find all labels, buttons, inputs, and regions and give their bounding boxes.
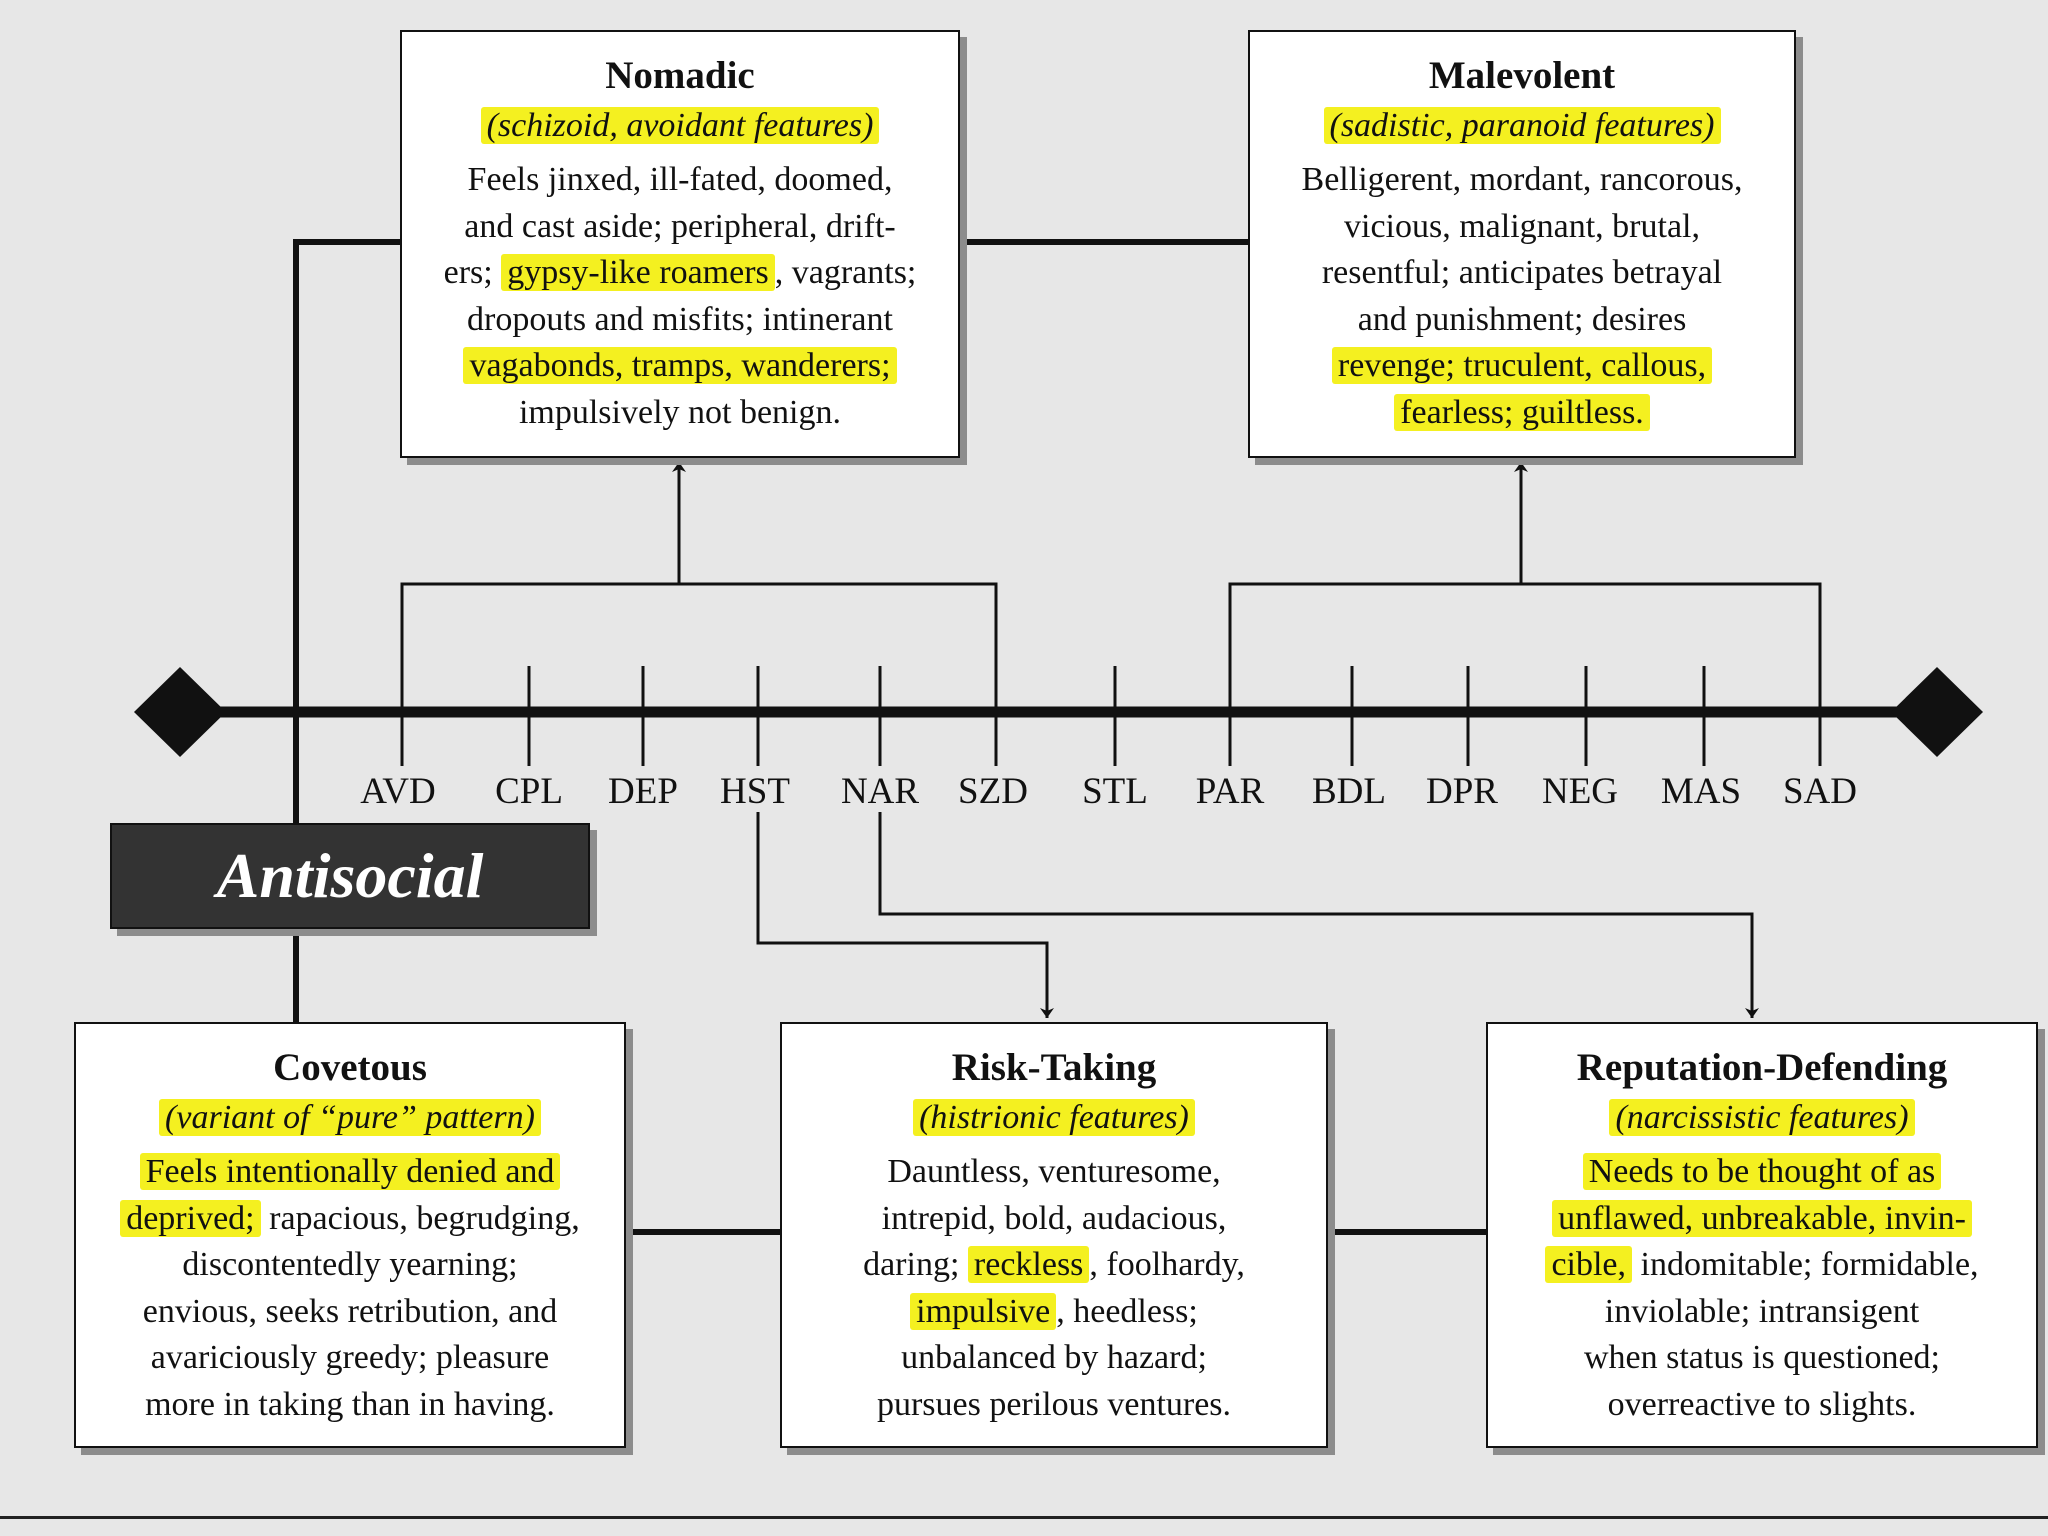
risk-taking-title: Risk-Taking — [951, 1046, 1157, 1089]
nomadic-title: Nomadic — [605, 54, 755, 97]
axis-right-diamond — [1891, 667, 1983, 757]
spectrum-label-nar: NAR — [840, 771, 920, 812]
malevolent-description — [1250, 157, 1794, 436]
description-line: and cast aside; peripheral, drift- — [464, 207, 896, 245]
description-line: overreactive to slights. — [1607, 1385, 1917, 1423]
malevolent-box — [1248, 30, 1796, 458]
covetous-description — [76, 1149, 624, 1428]
bottom-rule — [0, 1516, 2048, 1519]
spectrum-label-dpr: DPR — [1426, 771, 1498, 812]
nomadic-description — [402, 157, 958, 436]
description-line: cible, indomitable; formidable, — [1488, 1242, 2036, 1289]
description-line: Belligerent, mordant, rancorous, — [1301, 161, 1743, 198]
description-line — [1250, 343, 1794, 390]
highlighted-phrase: impulsive — [910, 1293, 1056, 1330]
reputation-defending-box — [1486, 1022, 2038, 1448]
highlighted-phrase: revenge; truculent, callous, — [1332, 347, 1712, 384]
description-line: Dauntless, venturesome, — [887, 1153, 1221, 1190]
description-line: more in taking than in having. — [145, 1385, 555, 1423]
description-line: and punishment; desires — [1357, 300, 1687, 338]
description-line: vicious, malignant, brutal, — [1344, 207, 1700, 245]
description-line: Feels jinxed, ill-fated, doomed, — [467, 161, 893, 198]
description-line: when status is questioned; — [1583, 1339, 1941, 1376]
malevolent-bracket — [1230, 462, 1820, 766]
highlighted-phrase: deprived; — [120, 1200, 260, 1237]
spectrum-label-mas: MAS — [1660, 771, 1742, 812]
description-line: impulsive , heedless; — [782, 1289, 1326, 1336]
risk-taking-box — [780, 1022, 1328, 1448]
highlighted-phrase: reckless — [968, 1246, 1090, 1283]
highlighted-phrase: vagabonds, tramps, wanderers; — [463, 347, 896, 384]
description-line: deprived; rapacious, begrudging, — [76, 1196, 624, 1243]
description-line: impulsively not benign. — [518, 393, 842, 431]
spectrum-label-dep: DEP — [608, 771, 678, 812]
highlighted-phrase: gypsy-like roamers — [501, 254, 775, 291]
description-line — [402, 343, 958, 390]
covetous-box — [74, 1022, 626, 1448]
description-line — [1488, 1149, 2036, 1196]
description-line: envious, seeks retribution, and — [142, 1292, 558, 1330]
spectrum-label-par: PAR — [1195, 771, 1265, 812]
description-line — [76, 1149, 624, 1196]
nomadic-bracket — [402, 462, 996, 766]
highlighted-phrase: Feels intentionally denied and — [140, 1153, 561, 1190]
description-line: daring; reckless , foolhardy, — [863, 1246, 1245, 1283]
description-line — [1250, 390, 1794, 437]
description-line: ers; gypsy-like roamers , vagrants; — [443, 254, 917, 291]
spectrum-label-bdl: BDL — [1312, 771, 1386, 812]
malevolent-subtitle: (sadistic, paranoid features) — [1324, 107, 1721, 144]
highlighted-phrase: unflawed, unbreakable, invin- — [1552, 1200, 1972, 1237]
description-line: discontentedly yearning; — [182, 1246, 518, 1283]
nomadic-box — [400, 30, 960, 458]
description-line — [1488, 1196, 2036, 1243]
covetous-subtitle: (variant of “pure” pattern) — [159, 1099, 541, 1136]
risk-taking-description — [782, 1149, 1326, 1428]
description-line: dropouts and misfits; intinerant — [467, 300, 893, 338]
spectrum-label-avd: AVD — [360, 771, 436, 812]
description-line: pursues perilous ventures. — [876, 1385, 1232, 1423]
risk-taking-subtitle: (histrionic features) — [913, 1099, 1195, 1136]
reputation-defending-subtitle: (narcissistic features) — [1609, 1099, 1914, 1136]
spectrum-label-hst: HST — [720, 771, 790, 812]
description-line: resentful; anticipates betrayal — [1321, 254, 1723, 291]
nomadic-subtitle: (schizoid, avoidant features) — [481, 107, 880, 144]
description-line: avariciously greedy; pleasure — [150, 1339, 550, 1376]
spectrum-label-cpl: CPL — [495, 771, 563, 812]
highlighted-phrase: fearless; guiltless. — [1394, 394, 1650, 431]
highlighted-phrase: Needs to be thought of as — [1583, 1153, 1942, 1190]
spectrum-label-szd: SZD — [958, 771, 1028, 812]
highlighted-phrase: cible, — [1545, 1246, 1632, 1283]
spectrum-label-sad: SAD — [1782, 771, 1858, 812]
description-line: unbalanced by hazard; — [901, 1339, 1207, 1376]
description-line: inviolable; intransigent — [1604, 1292, 1920, 1330]
spectrum-label-stl: STL — [1082, 771, 1148, 812]
covetous-title: Covetous — [273, 1046, 427, 1089]
reputation-defending-description — [1488, 1149, 2036, 1428]
description-line: intrepid, bold, audacious, — [881, 1199, 1227, 1237]
axis-left-diamond — [134, 667, 226, 757]
malevolent-title: Malevolent — [1428, 54, 1616, 97]
spectrum-label-neg: NEG — [1541, 771, 1619, 812]
nar-to-reputation-line — [880, 812, 1752, 1018]
reputation-defending-title: Reputation-Defending — [1576, 1046, 1948, 1089]
antisocial-type-label: Antisocial — [110, 823, 590, 929]
